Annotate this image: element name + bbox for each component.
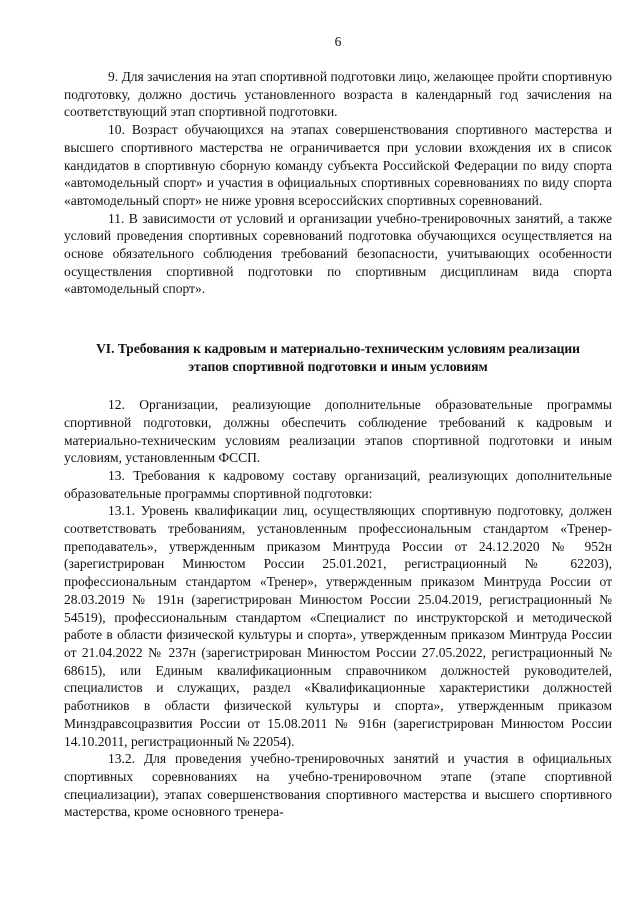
paragraph-11: 11. В зависимости от условий и организации учебно-тренировочных занятий, а также условий проведения спортивных соревнований подготовка обучающихся осуществляется на основе обязательного соблюдения требований безопасности, учитывающих особенности осуществления спортивной подготовки по спортивным дисциплинам вида спорта «автомодельный спорт». xyxy=(64,210,612,297)
paragraph-13-1: 13.1. Уровень квалификации лиц, осуществляющих спортивную подготовку, должен соответствовать требованиям, установленным профессиональным стандартом «Тренер-преподаватель», утвержденным приказом Минтруда России от 24.12.2020 № 952н (зарегистрирован Минюстом России 25.01.2021, регистрационный № 62203), профессиональным стандартом «Тренер», утвержденным приказом Минтруда России от 28.03.2019 № 191н (зарегистрирован Минюстом России 25.04.2019, регистрационный № 54519), профессиональным стандартом «Специалист по инструкторской и методической работе в области физической культуры и спорта», утвержденным приказом Минтруда России от 21.04.2022 № 237н (зарегистрирован Минюстом России 27.05.2022, регистрационный № 68615), или Единым квалификационным справочником должностей руководителей, специалистов и служащих, раздел «Квалификационные характеристики должностей работников в области физической культуры и спорта», утвержденным приказом Минздравсоцразвития России от 15.08.2011 № 916н (зарегистрирован Минюстом России 14.10.2011, регистрационный № 22054). xyxy=(64,503,612,749)
paragraph-13-2: 13.2. Для проведения учебно-тренировочных занятий и участия в официальных спортивных соревнованиях на учебно-тренировочном этапе (этапе спортивной специализации), этапах совершенствования спортивного мастерства и высшего спортивного мастерства, кроме основного тренера- xyxy=(64,751,612,820)
paragraph-12: 12. Организации, реализующие дополнительные образовательные программы спортивной подготовки, должны обеспечить соблюдение требований к кадровым и материально-техническим условиям реализации этапов спортивной подготовки и иным условиям, установленным ФССП. xyxy=(64,397,612,466)
section-heading: VI. Требования к кадровым и материально-техническим условиям реализации этапов спортивной подготовки и иным условиям xyxy=(96,341,580,375)
page-number: 6 xyxy=(334,34,342,49)
paragraph-9: 9. Для зачисления на этап спортивной подготовки лицо, желающее пройти спортивную подготовку, должно достичь установленного возраста в календарный год зачисления на соответствующий этап спортивной подготовки. xyxy=(64,69,612,120)
paragraph-13: 13. Требования к кадровому составу организаций, реализующих дополнительные образовательные программы спортивной подготовки: xyxy=(64,467,612,501)
paragraph-10: 10. Возраст обучающихся на этапах совершенствования спортивного мастерства и высшего спортивного мастерства не ограничивается при условии вхождения их в список кандидатов в спортивную сборную команду субъекта Российской Федерации по виду спорта «автомодельный спорт» и участия в официальных спортивных соревнованиях по виду спорта «автомодельный спорт» не ниже уровня всероссийских спортивных соревнований. xyxy=(64,122,612,208)
